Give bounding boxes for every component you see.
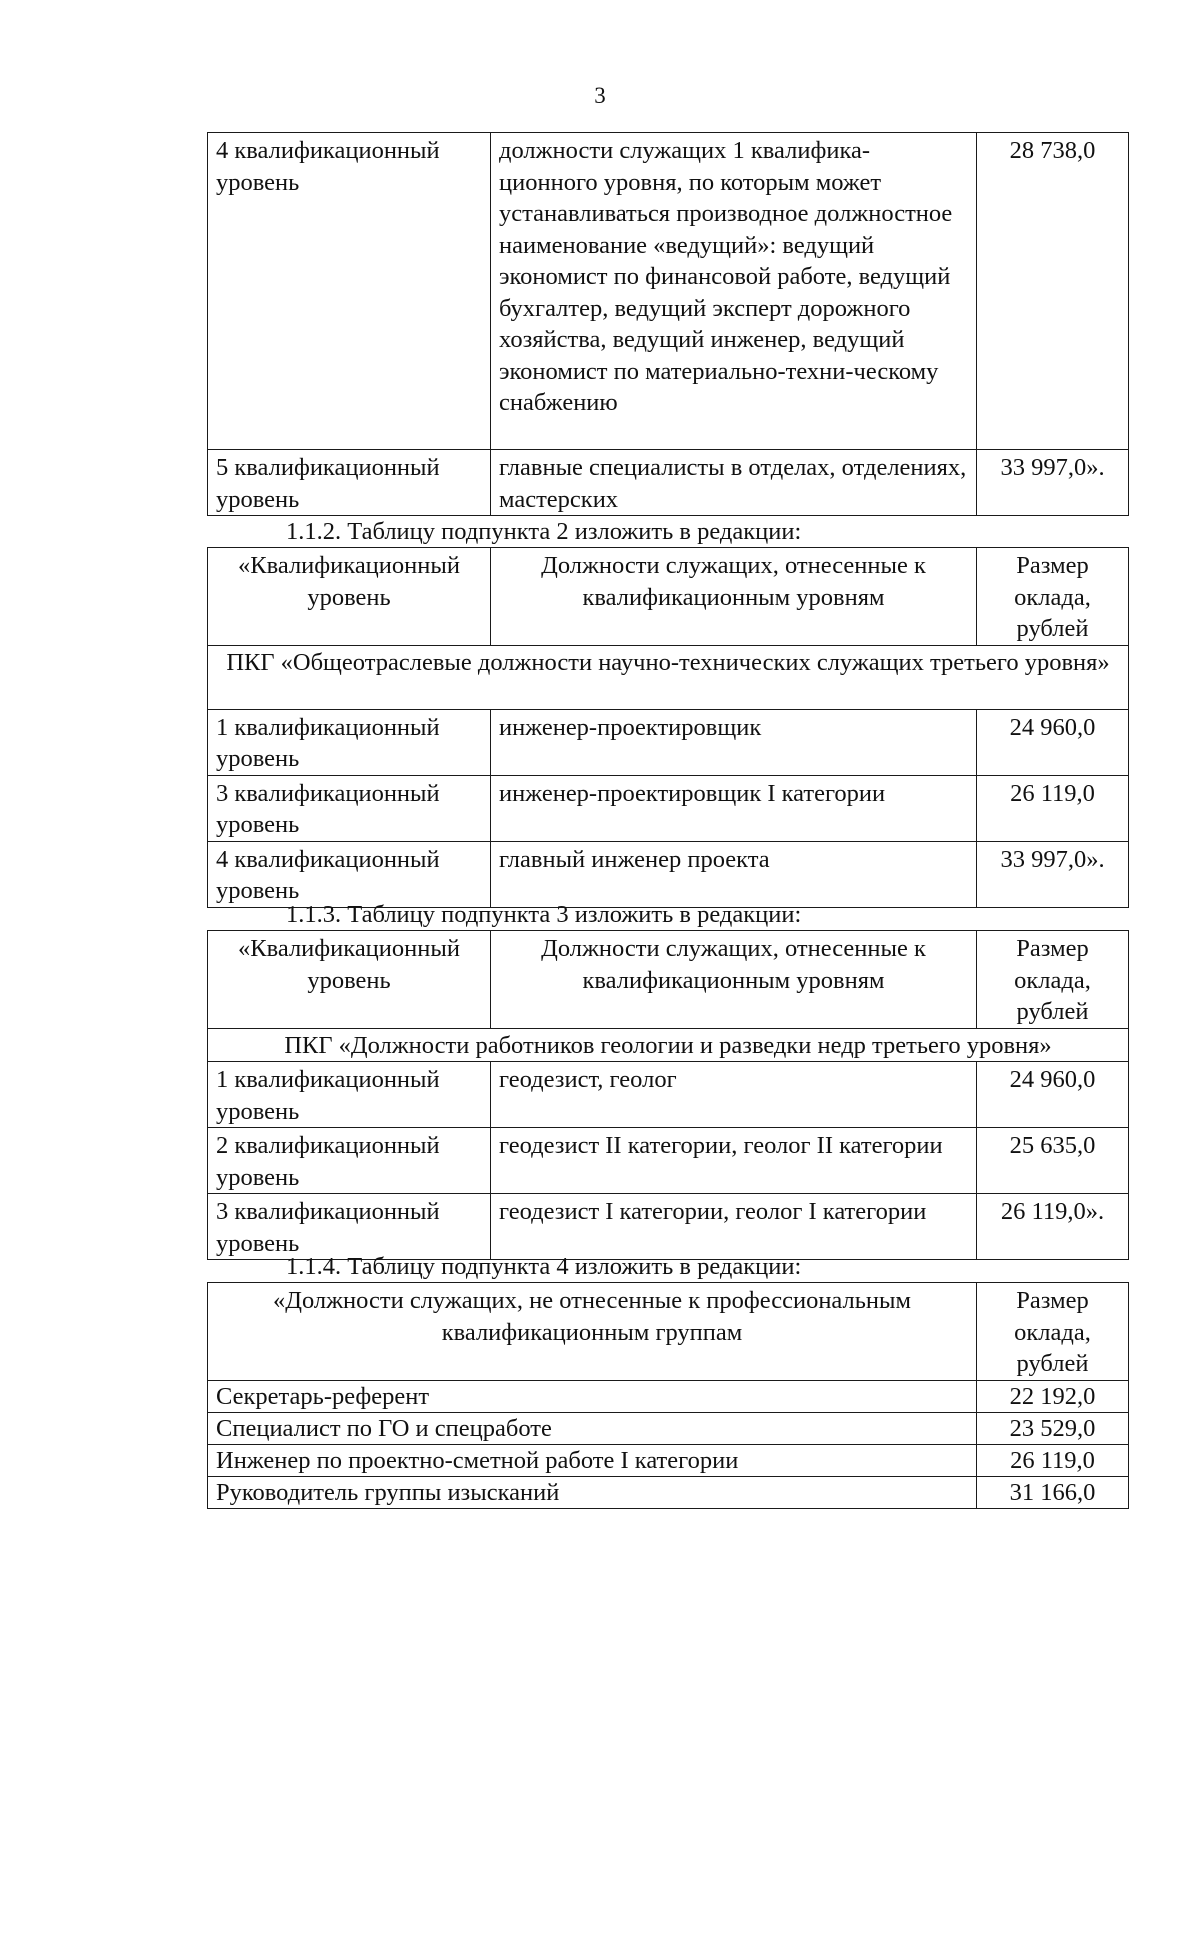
header-salary: Размер оклада, рублей: [977, 931, 1129, 1029]
table-row: [208, 1128, 1129, 1194]
table-row: [208, 1412, 1129, 1444]
table-row: [208, 1062, 1129, 1128]
salary-cell: 22 192,0: [977, 1380, 1129, 1412]
position-cell: Специалист по ГО и спецработе: [208, 1412, 977, 1444]
qualification-level-cell: 5 квалификационный уровень: [208, 450, 491, 516]
table-row: [208, 450, 1129, 516]
table-header-row: [208, 548, 1129, 646]
positions-cell: главные специалисты в отделах, отделениях, мастерских: [491, 450, 977, 516]
table-row: [208, 133, 1129, 450]
table-row: [208, 841, 1129, 907]
qualification-level-cell: 4 квалификационный уровень: [208, 133, 491, 450]
paragraph-1-1-2: 1.1.2. Таблицу подпункта 2 изложить в редакции:: [286, 518, 802, 545]
table-header-row: [208, 1283, 1129, 1381]
table-subparagraph-4: [207, 1282, 1129, 1509]
header-positions: Должности служащих, отнесенные к квалификационным уровням: [491, 548, 977, 646]
table-row: [208, 1444, 1129, 1476]
positions-cell: инженер-проектировщик I категории: [491, 775, 977, 841]
qualification-level-cell: 4 квалификационный уровень: [208, 841, 491, 907]
positions-cell: геодезист I категории, геолог I категории: [491, 1194, 977, 1260]
positions-cell: главный инженер проекта: [491, 841, 977, 907]
table-subparagraph-2: [207, 547, 1129, 908]
header-salary: Размер оклада, рублей: [977, 548, 1129, 646]
qualification-level-cell: 2 квалификационный уровень: [208, 1128, 491, 1194]
page-number: 3: [594, 83, 606, 108]
salary-cell: 31 166,0: [977, 1476, 1129, 1508]
header-qualification-level: «Квалификационный уровень: [208, 931, 491, 1029]
salary-cell: 28 738,0: [977, 133, 1129, 450]
table-row: [208, 1194, 1129, 1260]
group-title: ПКГ «Должности работников геологии и разведки недр третьего уровня»: [208, 1028, 1129, 1062]
qualification-level-cell: 3 квалификационный уровень: [208, 1194, 491, 1260]
table-row: [208, 1476, 1129, 1508]
salary-cell: 33 997,0».: [977, 450, 1129, 516]
group-row: [208, 1028, 1129, 1062]
qualification-level-cell: 1 квалификационный уровень: [208, 1062, 491, 1128]
group-row: [208, 645, 1129, 709]
position-cell: Секретарь-референт: [208, 1380, 977, 1412]
qualification-level-cell: 1 квалификационный уровень: [208, 709, 491, 775]
salary-cell: 23 529,0: [977, 1412, 1129, 1444]
positions-cell: геодезист, геолог: [491, 1062, 977, 1128]
table-continuation: [207, 132, 1129, 516]
salary-cell: 26 119,0: [977, 775, 1129, 841]
positions-cell: геодезист II категории, геолог II категории: [491, 1128, 977, 1194]
header-positions: Должности служащих, отнесенные к квалификационным уровням: [491, 931, 977, 1029]
header-salary: Размер оклада, рублей: [977, 1283, 1129, 1381]
position-cell: Инженер по проектно-сметной работе I категории: [208, 1444, 977, 1476]
salary-cell: 26 119,0».: [977, 1194, 1129, 1260]
header-qualification-level: «Квалификационный уровень: [208, 548, 491, 646]
positions-cell: инженер-проектировщик: [491, 709, 977, 775]
salary-cell: 24 960,0: [977, 1062, 1129, 1128]
salary-cell: 26 119,0: [977, 1444, 1129, 1476]
table-row: [208, 1380, 1129, 1412]
table-row: [208, 709, 1129, 775]
positions-cell: должности служащих 1 квалифика-ционного уровня, по которым может устанавливаться производное должностное наименование «ведущий»: ведущий экономист по финансовой работе, ведущий бухгалтер, ведущий эксперт дорожного хозяйства, ведущий инженер, ведущий экономист по материально-техни-ческому снабжению: [491, 133, 977, 450]
position-cell: Руководитель группы изысканий: [208, 1476, 977, 1508]
table-subparagraph-3: [207, 930, 1129, 1260]
paragraph-1-1-4: 1.1.4. Таблицу подпункта 4 изложить в редакции:: [286, 1253, 802, 1280]
qualification-level-cell: 3 квалификационный уровень: [208, 775, 491, 841]
table-header-row: [208, 931, 1129, 1029]
table-row: [208, 775, 1129, 841]
header-positions: «Должности служащих, не отнесенные к профессиональным квалификационным группам: [208, 1283, 977, 1381]
salary-cell: 25 635,0: [977, 1128, 1129, 1194]
paragraph-1-1-3: 1.1.3. Таблицу подпункта 3 изложить в редакции:: [286, 901, 802, 928]
salary-cell: 24 960,0: [977, 709, 1129, 775]
salary-cell: 33 997,0».: [977, 841, 1129, 907]
group-title: ПКГ «Общеотраслевые должности научно-технических служащих третьего уровня»: [208, 645, 1129, 709]
